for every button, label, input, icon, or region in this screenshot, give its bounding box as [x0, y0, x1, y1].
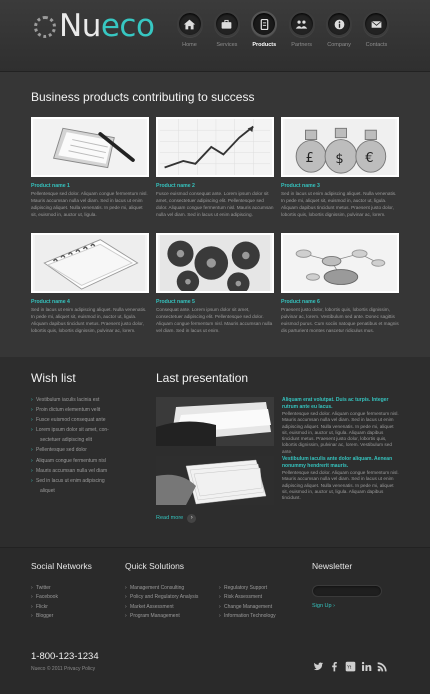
nav-item-home[interactable]: [171, 11, 208, 48]
logo-mark-icon: [34, 16, 56, 38]
arrow-right-icon: ›: [187, 514, 196, 523]
products-icon: [251, 11, 277, 37]
newsletter-email-input[interactable]: [312, 585, 382, 597]
product-card: [156, 117, 274, 219]
nav-label: Home: [182, 42, 197, 48]
product-card: [31, 117, 149, 219]
product-description: Consequat ante. Lorem ipsum dolor sit amet, consectetuer adipiscing elit. Pellentesque sed dolor. Aliquam congue fermentum nisl. Mauris accumsan nulla vel diam. Sed in lacus ut enim.: [156, 307, 273, 333]
product-card: [281, 117, 399, 219]
phone-number: 1-800-123-1234: [31, 651, 99, 662]
info-icon: [326, 11, 352, 37]
social-link-flickr[interactable]: › Flickr: [31, 603, 58, 612]
social-link-twitter[interactable]: › Twitter: [31, 584, 58, 593]
nav-item-partners[interactable]: [283, 11, 320, 48]
product-card: [31, 233, 149, 335]
wish-list-item[interactable]: › Vestibulum iaculis lacinia est: [31, 395, 109, 405]
presentation-title: Last presentation: [156, 371, 249, 385]
people-icon: [289, 11, 315, 37]
product-name[interactable]: Product name 5: [156, 299, 195, 305]
social-networks-list: [31, 584, 58, 622]
product-image-chart[interactable]: [156, 117, 274, 177]
mail-icon: [363, 11, 389, 37]
logo[interactable]: [34, 9, 154, 43]
svg-text:£: £: [305, 150, 314, 166]
quick-solution-link[interactable]: › Program Management: [125, 612, 198, 621]
nav-item-company[interactable]: [321, 11, 358, 48]
wish-list-item[interactable]: › Pellentesque sed dolor: [31, 445, 109, 455]
presentation-image-papers[interactable]: [156, 397, 274, 446]
product-image-notebook[interactable]: [31, 117, 149, 177]
newsletter-title: Newsletter: [312, 561, 353, 571]
quick-solution-link[interactable]: › Policy and Regulatory Analysis: [125, 593, 198, 602]
product-name[interactable]: Product name 1: [31, 183, 70, 189]
nav-label: Contacts: [365, 42, 388, 48]
social-link-facebook[interactable]: › Facebook: [31, 593, 58, 602]
wish-list-item[interactable]: › Fusce euismod consequat ante: [31, 415, 109, 425]
youtube-icon[interactable]: [345, 661, 356, 672]
presentation-item-title[interactable]: Aliquam erat volutpat. Duis ac turpis. Integer rutrum ante eu lacus.: [282, 397, 389, 410]
rss-icon[interactable]: [377, 661, 388, 672]
nav-label: Partners: [291, 42, 313, 48]
wish-list-item[interactable]: › Lorem ipsum dolor sit amet, con- sectetuer adipiscing elit: [31, 425, 109, 445]
quick-solution-link[interactable]: › Management Consulting: [125, 584, 198, 593]
nav-label: Services: [216, 42, 238, 48]
presentation-item-title[interactable]: Vestibulum iaculis ante dolor aliquam. Aenean nonummy hendrerit mauris.: [282, 456, 393, 469]
read-more-link[interactable]: Read more ›: [156, 514, 196, 523]
quick-solution-link[interactable]: › Information Technology: [219, 612, 276, 621]
wish-list-item[interactable]: › Proin dictum elementum velit: [31, 405, 109, 415]
twitter-icon[interactable]: [313, 661, 324, 672]
product-name[interactable]: Product name 2: [156, 183, 195, 189]
product-name[interactable]: Product name 6: [281, 299, 320, 305]
presentation-item-text: Pellentesque sed dolor. Aliquam congue fermentum nisl. Mauris accumsan nulla vel diam. Sed in lacus ut enim adipiscing aliquet. Nulla venenatis. In pede mi, aliquet sit, euismod in, auctor ut, ligula. Aliquam dapibus tincidunt.: [282, 470, 399, 501]
product-description: Praesent justo dolor, lobortis quis, lobortis dignissim, pulvinar ac, lorem. Vestibulum sed ante. Donec sagittis euismod purus. Cum sociis natoque penatibus et magnis dis parturient montes nascetur ridiculus mus.: [281, 307, 399, 333]
product-image-spiral-notebook[interactable]: [31, 233, 149, 293]
product-description: Pellentesque sed dolor. Aliquam congue fermentum nisl. Mauris accumsan nulla vel diam. Sed in lacus ut enim adipiscing aliquet. Nulla venenatis. In pede mi, aliquet sit, euismod in, auctor ut, ligula.: [31, 191, 148, 217]
product-description: Sed in lacus ut enim adipiscing aliquet. Nulla venenatis. In pede mi, aliquet sit, euismod in, auctor ut, ligula. Aliquam dapibus tincidunt metus. Praesent justo dolor, lobortis quis, lobortis dignissim, pulvinar ac, lorem.: [281, 191, 397, 217]
nav-label: Company: [327, 42, 351, 48]
copyright[interactable]: Nueco © 2011 Privacy Policy: [31, 666, 96, 672]
quick-solutions-list-2: [219, 584, 276, 622]
product-card: [281, 233, 399, 335]
wish-list-item[interactable]: › Sed in lacus ut enim adipiscing aliquet: [31, 476, 109, 496]
nav-item-contacts[interactable]: [358, 11, 395, 48]
social-link-blogger[interactable]: › Blogger: [31, 612, 58, 621]
nav-item-services[interactable]: [208, 11, 245, 48]
presentation-item-text: Pellentesque sed dolor. Aliquam congue fermentum nisl. Mauris accumsan nulla vel diam. Sed in lacus ut enim adipiscing aliquet. Nulla venenatis. In pede mi, aliquet sit, euismod in, auctor ut, ligula. Aliquam dapibus tincidunt metus. Praesent justo dolor, lobortis quis, lobortis dignissim, pulvinar ac, lorem. Vestibulum sed ante.: [282, 411, 399, 454]
product-name[interactable]: Product name 4: [31, 299, 70, 305]
linkedin-icon[interactable]: [361, 661, 372, 672]
header: [0, 0, 430, 72]
signup-link[interactable]: Sign Up ›: [312, 603, 335, 609]
presentation-image-documents[interactable]: [156, 456, 274, 505]
wish-list-item[interactable]: › Mauris accumsan nulla vel diam: [31, 466, 109, 476]
wish-list: [31, 395, 109, 496]
product-card: [156, 233, 274, 335]
quick-solution-link[interactable]: › Regulatory Support: [219, 584, 276, 593]
nav-label: Products: [252, 42, 277, 48]
quick-solutions-title: Quick Solutions: [125, 561, 185, 571]
main-nav: [171, 11, 395, 48]
facebook-icon[interactable]: [329, 661, 340, 672]
svg-text:$: $: [335, 151, 344, 167]
wish-list-title: Wish list: [31, 371, 76, 385]
product-description: Fusce euismod consequat ante. Lorem ipsum dolor sit amet, consectetuer adipiscing elit. Pellentesque sed dolor. Aliquam congue fermentum nisl. Mauris accumsan nulla vel diam. Sed in lacus ut enim adipiscing.: [156, 191, 274, 217]
wish-list-item[interactable]: › Aliquam congue fermentum nisl: [31, 456, 109, 466]
products-title: Business products contributing to success: [31, 90, 255, 104]
home-icon: [177, 11, 203, 37]
logo-text: Nueco: [59, 8, 155, 44]
nav-item-products[interactable]: [246, 11, 283, 48]
briefcase-icon: [214, 11, 240, 37]
chevron-right-icon: ›: [333, 603, 335, 609]
quick-solution-link[interactable]: › Risk Assessment: [219, 593, 276, 602]
quick-solutions-list-1: [125, 584, 198, 622]
product-description: Sed in lacus ut enim adipiscing aliquet. Nulla venenatis. In pede mi, aliquet sit, euismod in, auctor ut, ligula. Aliquam dapibus tincidunt metus. Praesent justo dolor, lobortis quis, lobortis dignissim, pulvinar ac, lorem.: [31, 307, 147, 333]
product-image-gears[interactable]: [156, 233, 274, 293]
social-networks-title: Social Networks: [31, 561, 92, 571]
svg-text:Yt: Yt: [347, 664, 352, 670]
social-icons: [313, 661, 393, 672]
quick-solution-link[interactable]: › Change Management: [219, 603, 276, 612]
product-name[interactable]: Product name 3: [281, 183, 320, 189]
svg-text:€: €: [365, 150, 374, 166]
product-image-money-bags[interactable]: [281, 117, 399, 177]
product-image-diagram[interactable]: [281, 233, 399, 293]
quick-solution-link[interactable]: › Market Assessment: [125, 603, 198, 612]
